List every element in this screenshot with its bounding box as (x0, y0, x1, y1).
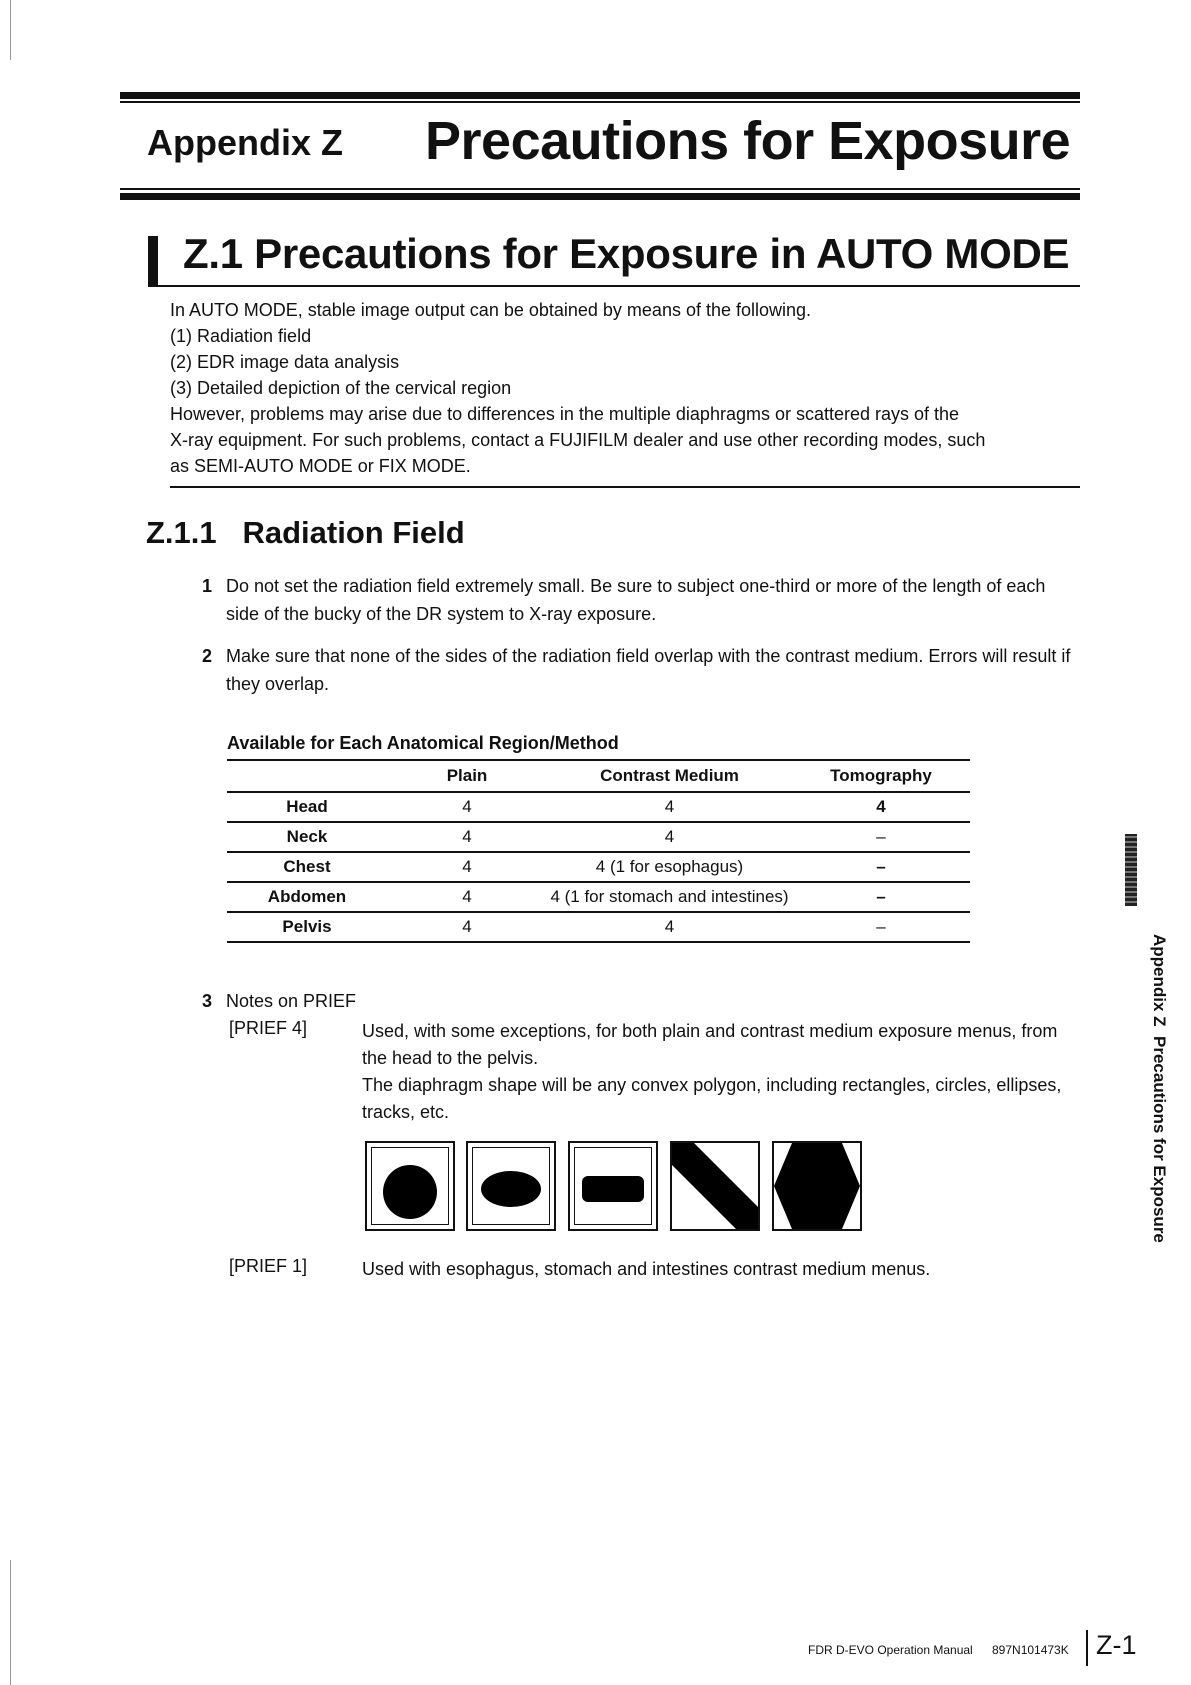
table-row (227, 822, 970, 852)
intro-line: X-ray equipment. For such problems, contact a FUJIFILM dealer and use other recording modes, such (170, 430, 986, 450)
intro-line: (1) Radiation field (170, 326, 312, 346)
appendix-label: Appendix Z (147, 122, 343, 163)
table-row (227, 852, 970, 882)
prief4-label: [PRIEF 4] (229, 1018, 308, 1038)
chapter-title: Precautions for Exposure (425, 111, 1071, 171)
chapter-bottom-rule (120, 193, 1080, 200)
section-title: Z.1 Precautions for Exposure in AUTO MODE (183, 230, 1070, 277)
table-row-header: Neck (227, 822, 387, 852)
table-row-header: Pelvis (227, 912, 387, 942)
table-header-row (227, 760, 970, 792)
ellipse-shape-icon (468, 1143, 554, 1229)
prief1-description: Used with esophagus, stomach and intestines contrast medium menus. (362, 1259, 931, 1279)
table-row-header: Abdomen (227, 882, 387, 912)
table-cell: 4 (387, 792, 547, 822)
footer-separator (1086, 1630, 1088, 1666)
rounded-rectangle-shape-icon (570, 1143, 656, 1229)
section-underline (148, 285, 1080, 287)
table-cell: 4 (1 for esophagus) (547, 852, 792, 882)
section-marker-bar (148, 236, 158, 286)
chapter-bottom-rule-thin (120, 188, 1080, 190)
prief1-label: [PRIEF 1] (229, 1256, 308, 1276)
diaphragm-shape-ellipse (466, 1141, 556, 1231)
table-cell: 4 (387, 852, 547, 882)
diagonal-band-shape-icon (672, 1143, 758, 1229)
table-header-cell: Plain (387, 760, 547, 792)
chapter-top-rule (120, 92, 1080, 99)
table-row-header: Head (227, 792, 387, 822)
table-cell: 4 (1 for stomach and intestines) (547, 882, 792, 912)
item-text: Do not set the radiation field extremely small. Be sure to subject one-third or more of the length of each side of the bucky of the DR system to X-ray exposure. (226, 576, 1046, 624)
numbered-item (202, 572, 1082, 628)
table-caption: Available for Each Anatomical Region/Method (227, 733, 619, 753)
numbered-item (202, 642, 1082, 698)
intro-line: (2) EDR image data analysis (170, 352, 400, 372)
footer-document-code: 897N101473K (992, 1643, 1069, 1657)
section-intro (170, 297, 1070, 479)
table-cell: 4 (547, 912, 792, 942)
item-text: Make sure that none of the sides of the radiation field overlap with the contrast medium. Errors will result if they overlap. (226, 646, 1071, 694)
diaphragm-shape-polygon (772, 1141, 862, 1231)
footer-manual-title: FDR D-EVO Operation Manual (808, 1643, 973, 1657)
diaphragm-shape-diagonal (670, 1141, 760, 1231)
prief4-text-line: Used, with some exceptions, for both plain and contrast medium exposure menus, from the head to the pelvis. (362, 1021, 1058, 1068)
intro-line: as SEMI-AUTO MODE or FIX MODE. (170, 456, 471, 476)
side-tab-label: Appendix Z Precautions for Exposure (1150, 934, 1169, 1243)
side-tab-marker (1125, 834, 1137, 906)
item-number: 2 (202, 646, 213, 666)
region-method-table (227, 759, 970, 943)
chapter-top-rule-thin (120, 101, 1080, 103)
item-number: 1 (202, 576, 213, 596)
page-number: Z-1 (1096, 1630, 1137, 1660)
prief4-description (362, 1018, 1082, 1126)
numbered-item (202, 987, 1082, 1015)
table-row (227, 792, 970, 822)
diaphragm-shape-circle (365, 1141, 455, 1231)
scan-edge-line (10, 1560, 11, 1685)
prief4-text-line: The diaphragm shape will be any convex polygon, including rectangles, circles, ellipses, tracks, etc. (362, 1075, 1062, 1122)
scan-edge-line (10, 0, 11, 60)
item-number: 3 (202, 991, 213, 1011)
intro-line: (3) Detailed depiction of the cervical region (170, 378, 512, 398)
table-cell: – (792, 852, 970, 882)
table-row-header: Chest (227, 852, 387, 882)
item-text: Notes on PRIEF (226, 991, 357, 1011)
table-row (227, 912, 970, 942)
table-cell: 4 (387, 912, 547, 942)
table-cell: 4 (547, 822, 792, 852)
table-header-cell: Tomography (792, 760, 970, 792)
subsection-title: Z.1.1 Radiation Field (146, 515, 465, 550)
circle-shape-icon (367, 1143, 453, 1229)
table-header-cell (227, 760, 387, 792)
table-cell: 4 (387, 822, 547, 852)
hexagon-shape-icon (774, 1143, 860, 1229)
intro-line: However, problems may arise due to differences in the multiple diaphragms or scattered rays of the (170, 404, 960, 424)
table-header-cell: Contrast Medium (547, 760, 792, 792)
intro-divider (170, 486, 1080, 488)
table-cell: 4 (792, 792, 970, 822)
table-cell: – (792, 912, 970, 942)
table-cell: – (792, 822, 970, 852)
table-row (227, 882, 970, 912)
intro-line: In AUTO MODE, stable image output can be obtained by means of the following. (170, 300, 812, 320)
table-cell: – (792, 882, 970, 912)
table-cell: 4 (387, 882, 547, 912)
diaphragm-shape-track (568, 1141, 658, 1231)
table-cell: 4 (547, 792, 792, 822)
